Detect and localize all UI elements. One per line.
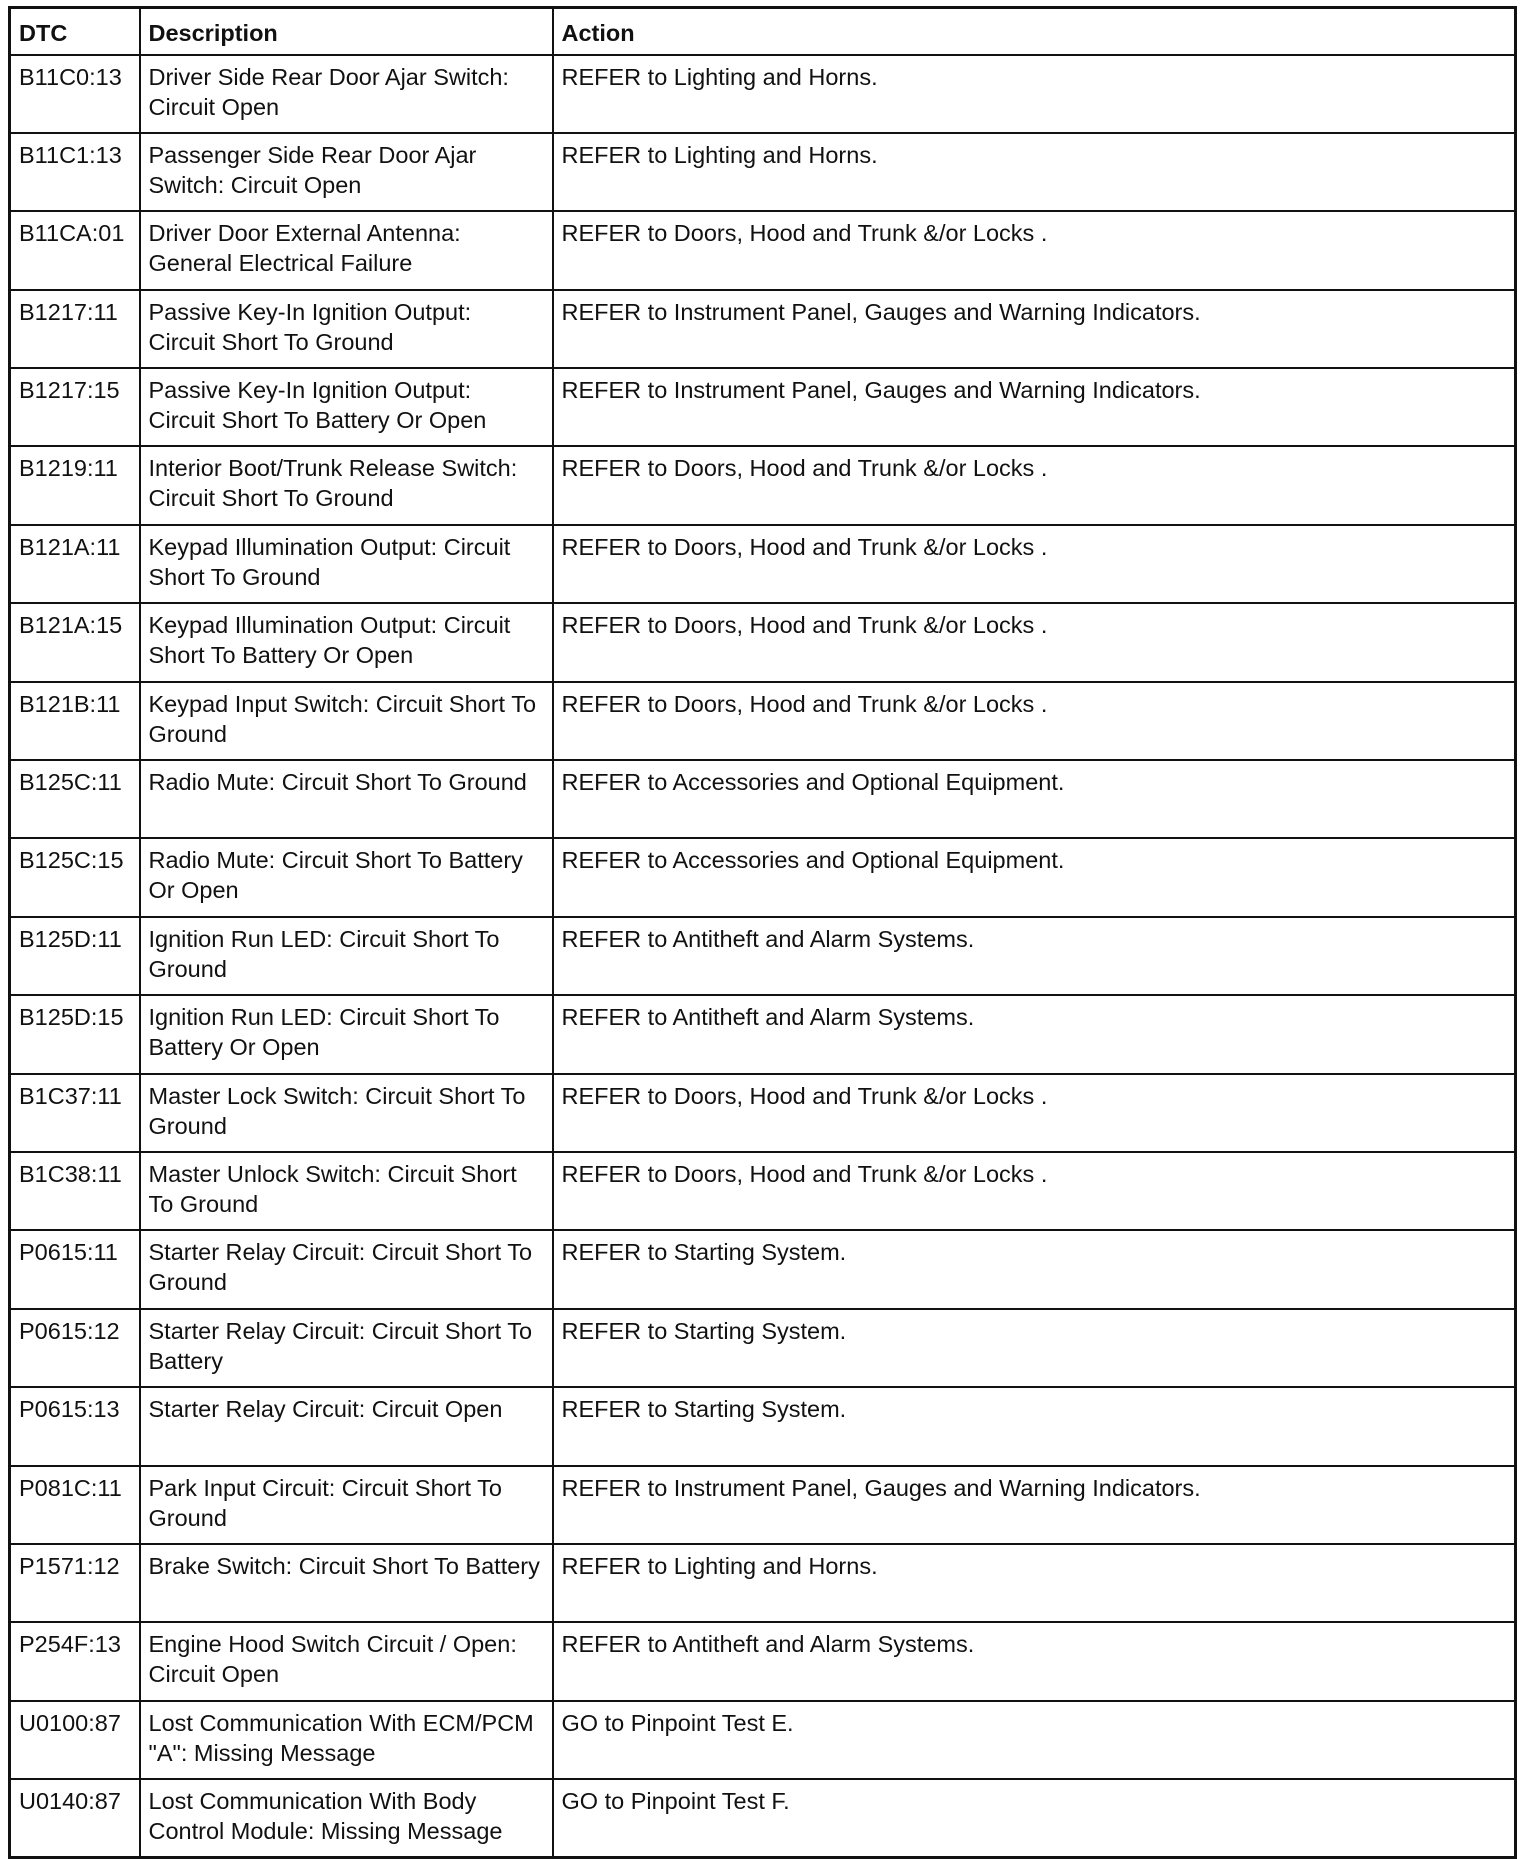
table-row	[10, 1152, 1516, 1230]
action-cell: GO to Pinpoint Test F.	[553, 1779, 1516, 1857]
description-cell: Engine Hood Switch Circuit / Open: Circuit Open	[140, 1622, 553, 1700]
action-cell: REFER to Starting System.	[553, 1387, 1516, 1465]
action-cell: REFER to Doors, Hood and Trunk &/or Locks .	[553, 1152, 1516, 1230]
description-cell: Radio Mute: Circuit Short To Battery Or Open	[140, 838, 553, 916]
dtc-code-cell: B1C37:11	[10, 1074, 140, 1152]
dtc-code-cell: P254F:13	[10, 1622, 140, 1700]
table-row	[10, 1544, 1516, 1622]
action-cell: REFER to Lighting and Horns.	[553, 1544, 1516, 1622]
description-cell: Starter Relay Circuit: Circuit Open	[140, 1387, 553, 1465]
dtc-code-cell: B125D:11	[10, 917, 140, 995]
table-row	[10, 525, 1516, 603]
dtc-code-cell: B121B:11	[10, 682, 140, 760]
table-row	[10, 1230, 1516, 1308]
action-cell: REFER to Starting System.	[553, 1309, 1516, 1387]
table-row	[10, 682, 1516, 760]
dtc-code-cell: B1217:15	[10, 368, 140, 446]
table-row	[10, 760, 1516, 838]
description-cell: Passenger Side Rear Door Ajar Switch: Circuit Open	[140, 133, 553, 211]
action-cell: REFER to Doors, Hood and Trunk &/or Locks .	[553, 603, 1516, 681]
table-row	[10, 1074, 1516, 1152]
description-cell: Keypad Input Switch: Circuit Short To Ground	[140, 682, 553, 760]
action-cell: REFER to Lighting and Horns.	[553, 55, 1516, 133]
description-cell: Passive Key-In Ignition Output: Circuit Short To Battery Or Open	[140, 368, 553, 446]
dtc-code-cell: P0615:11	[10, 1230, 140, 1308]
description-cell: Interior Boot/Trunk Release Switch: Circuit Short To Ground	[140, 446, 553, 524]
action-cell: REFER to Doors, Hood and Trunk &/or Locks .	[553, 211, 1516, 289]
table-row	[10, 1622, 1516, 1700]
action-cell: REFER to Instrument Panel, Gauges and Warning Indicators.	[553, 368, 1516, 446]
dtc-code-cell: B125C:15	[10, 838, 140, 916]
description-cell: Ignition Run LED: Circuit Short To Battery Or Open	[140, 995, 553, 1073]
action-cell: REFER to Starting System.	[553, 1230, 1516, 1308]
dtc-code-cell: B121A:11	[10, 525, 140, 603]
description-cell: Starter Relay Circuit: Circuit Short To Battery	[140, 1309, 553, 1387]
action-cell: REFER to Instrument Panel, Gauges and Warning Indicators.	[553, 290, 1516, 368]
dtc-code-cell: B1C38:11	[10, 1152, 140, 1230]
description-cell: Radio Mute: Circuit Short To Ground	[140, 760, 553, 838]
action-cell: REFER to Lighting and Horns.	[553, 133, 1516, 211]
dtc-code-cell: P1571:12	[10, 1544, 140, 1622]
description-cell: Lost Communication With Body Control Module: Missing Message	[140, 1779, 553, 1857]
action-cell: REFER to Doors, Hood and Trunk &/or Locks .	[553, 446, 1516, 524]
action-cell: REFER to Antitheft and Alarm Systems.	[553, 995, 1516, 1073]
description-cell: Driver Door External Antenna: General Electrical Failure	[140, 211, 553, 289]
table-row	[10, 1779, 1516, 1857]
table-row	[10, 1309, 1516, 1387]
description-cell: Master Lock Switch: Circuit Short To Ground	[140, 1074, 553, 1152]
description-cell: Driver Side Rear Door Ajar Switch: Circuit Open	[140, 55, 553, 133]
action-cell: GO to Pinpoint Test E.	[553, 1701, 1516, 1779]
action-cell: REFER to Accessories and Optional Equipment.	[553, 838, 1516, 916]
dtc-code-cell: B125D:15	[10, 995, 140, 1073]
table-body	[10, 55, 1516, 1858]
action-cell: REFER to Antitheft and Alarm Systems.	[553, 917, 1516, 995]
dtc-code-cell: P0615:12	[10, 1309, 140, 1387]
dtc-code-cell: U0100:87	[10, 1701, 140, 1779]
table-row	[10, 55, 1516, 133]
description-cell: Starter Relay Circuit: Circuit Short To Ground	[140, 1230, 553, 1308]
table-row	[10, 446, 1516, 524]
description-cell: Keypad Illumination Output: Circuit Short To Ground	[140, 525, 553, 603]
table-row	[10, 368, 1516, 446]
dtc-table	[8, 6, 1517, 1859]
dtc-code-cell: B11CA:01	[10, 211, 140, 289]
action-cell: REFER to Accessories and Optional Equipment.	[553, 760, 1516, 838]
description-cell: Keypad Illumination Output: Circuit Short To Battery Or Open	[140, 603, 553, 681]
dtc-code-cell: B121A:15	[10, 603, 140, 681]
description-cell: Passive Key-In Ignition Output: Circuit Short To Ground	[140, 290, 553, 368]
header-row	[10, 8, 1516, 55]
action-cell: REFER to Doors, Hood and Trunk &/or Locks .	[553, 682, 1516, 760]
header-dtc: DTC	[10, 8, 140, 55]
description-cell: Master Unlock Switch: Circuit Short To Ground	[140, 1152, 553, 1230]
description-cell: Brake Switch: Circuit Short To Battery	[140, 1544, 553, 1622]
dtc-code-cell: B1219:11	[10, 446, 140, 524]
action-cell: REFER to Instrument Panel, Gauges and Warning Indicators.	[553, 1466, 1516, 1544]
dtc-code-cell: B11C0:13	[10, 55, 140, 133]
description-cell: Ignition Run LED: Circuit Short To Ground	[140, 917, 553, 995]
dtc-code-cell: B1217:11	[10, 290, 140, 368]
dtc-code-cell: B125C:11	[10, 760, 140, 838]
description-cell: Park Input Circuit: Circuit Short To Ground	[140, 1466, 553, 1544]
table-row	[10, 1466, 1516, 1544]
table-row	[10, 290, 1516, 368]
table-row	[10, 133, 1516, 211]
dtc-code-cell: P081C:11	[10, 1466, 140, 1544]
description-cell: Lost Communication With ECM/PCM "A": Missing Message	[140, 1701, 553, 1779]
action-cell: REFER to Antitheft and Alarm Systems.	[553, 1622, 1516, 1700]
table-row	[10, 1387, 1516, 1465]
dtc-code-cell: P0615:13	[10, 1387, 140, 1465]
table-header	[10, 8, 1516, 55]
action-cell: REFER to Doors, Hood and Trunk &/or Locks .	[553, 1074, 1516, 1152]
action-cell: REFER to Doors, Hood and Trunk &/or Locks .	[553, 525, 1516, 603]
table-row	[10, 1701, 1516, 1779]
dtc-code-cell: B11C1:13	[10, 133, 140, 211]
table-row	[10, 211, 1516, 289]
dtc-code-cell: U0140:87	[10, 1779, 140, 1857]
table-row	[10, 917, 1516, 995]
header-description: Description	[140, 8, 553, 55]
header-action: Action	[553, 8, 1516, 55]
table-row	[10, 838, 1516, 916]
table-row	[10, 995, 1516, 1073]
table-row	[10, 603, 1516, 681]
